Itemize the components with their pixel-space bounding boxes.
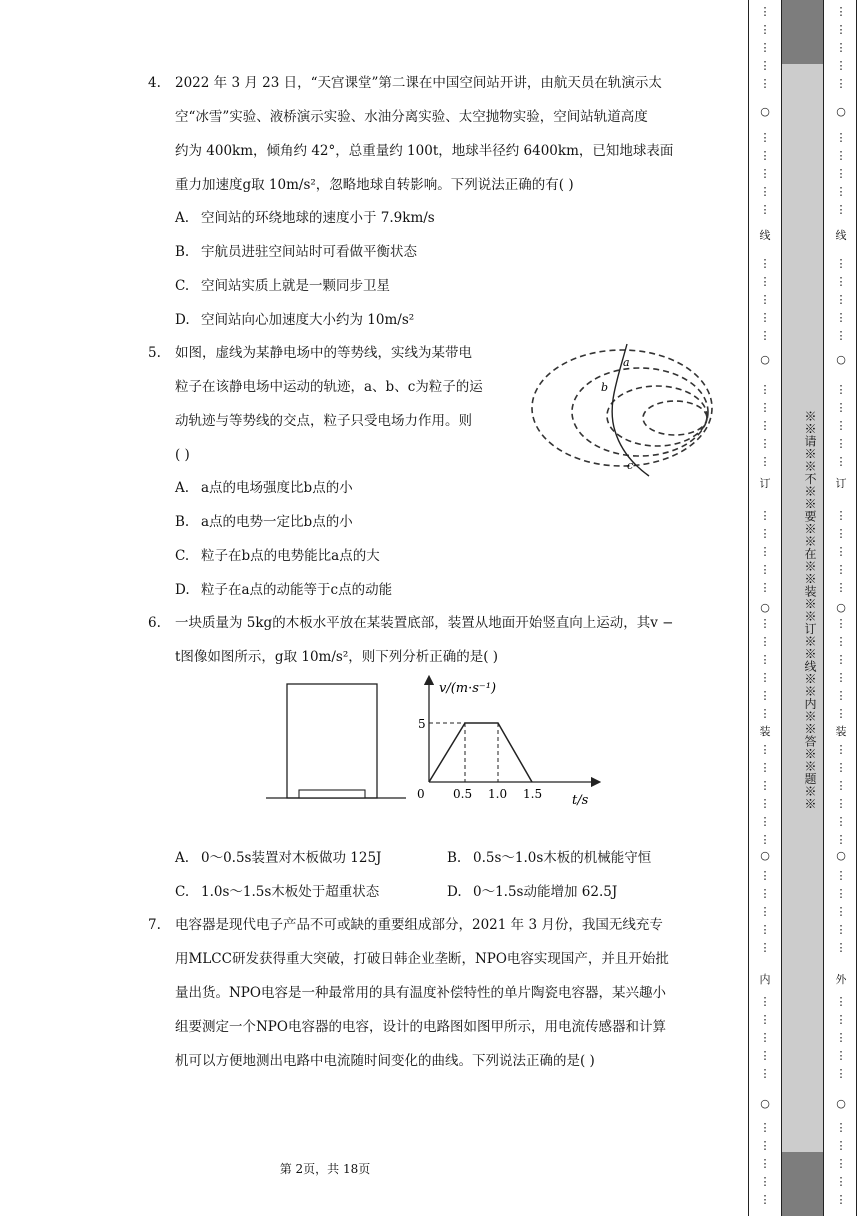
dot-filler: ⋮ xyxy=(759,581,771,594)
option-text: 宇航员进驻空间站时可看做平衡状态 xyxy=(201,244,417,260)
option-label: D. xyxy=(447,884,462,900)
dot-filler: ⋮ xyxy=(835,761,847,774)
dot-filler: ⋮ xyxy=(759,383,771,396)
dot-filler: ⋮ xyxy=(835,779,847,792)
dot-filler: ⋮ xyxy=(835,545,847,558)
option-b[interactable] xyxy=(175,242,417,262)
dot-filler: ⋮ xyxy=(759,1193,771,1206)
vt-graph xyxy=(410,672,610,812)
binding-gray-block-top xyxy=(782,0,823,64)
x-tick-1-0: 1.0 xyxy=(488,787,508,801)
dot-filler: ⋮ xyxy=(835,887,847,900)
dot-filler: ⋮ xyxy=(759,527,771,540)
option-a[interactable] xyxy=(175,478,353,498)
dot-filler: ⋮ xyxy=(835,77,847,90)
option-b[interactable] xyxy=(447,848,651,868)
dot-filler: ⋮ xyxy=(835,455,847,468)
dot-filler: ⋮ xyxy=(835,23,847,36)
dot-filler: ⋮ xyxy=(759,185,771,198)
option-label: A. xyxy=(175,850,190,866)
dot-filler: ⋮ xyxy=(835,1013,847,1026)
dot-filler: ⋮ xyxy=(835,419,847,432)
dot-filler: ⋮ xyxy=(835,923,847,936)
question-7 xyxy=(148,908,718,1078)
question-stem xyxy=(175,908,718,1078)
option-label: C. xyxy=(175,884,190,900)
option-d[interactable] xyxy=(175,580,392,600)
dot-filler: ⋮ xyxy=(759,419,771,432)
dot-filler: ⋮ xyxy=(835,905,847,918)
option-label: B. xyxy=(447,850,462,866)
dot-filler: ⋮ xyxy=(759,635,771,648)
dot-filler: ⋮ xyxy=(759,131,771,144)
dot-filler: ⋮ xyxy=(759,1067,771,1080)
dot-filler: ⋮ xyxy=(759,743,771,756)
option-a[interactable] xyxy=(175,208,435,228)
vt-curve xyxy=(429,723,532,782)
dot-filler: ⋮ xyxy=(835,689,847,702)
y-tick-5: 5 xyxy=(418,717,426,731)
dot-filler: ⋮ xyxy=(835,797,847,810)
dot-filler: ⋮ xyxy=(759,815,771,828)
dot-filler: ⋮ xyxy=(759,869,771,882)
dot-filler: ⋮ xyxy=(835,203,847,216)
option-label: A. xyxy=(175,210,190,226)
question-number: 4. xyxy=(148,75,161,91)
option-d[interactable] xyxy=(175,310,414,330)
dot-filler: ⋮ xyxy=(759,41,771,54)
dot-filler: ⋮ xyxy=(759,779,771,792)
dot-filler: ⋮ xyxy=(835,5,847,18)
question-number: 6. xyxy=(148,615,161,631)
point-b-label: b xyxy=(601,381,609,394)
dot-filler: ⋮ xyxy=(759,401,771,414)
stem-line: 一块质量为 5kg的木板水平放在某装置底部，装置从地面开始竖直向上运动，其v − xyxy=(175,615,674,631)
dot-filler: ⋮ xyxy=(835,653,847,666)
equipotential-line-4 xyxy=(643,401,707,435)
stem-line: 组要测定一个NPO电容器的电容，设计的电路图如图甲所示，用电流传感器和计算 xyxy=(175,1019,666,1035)
dot-filler: ⋮ xyxy=(835,617,847,630)
dot-filler: ⋮ xyxy=(759,833,771,846)
option-label: B. xyxy=(175,514,190,530)
dot-filler: ⋮ xyxy=(759,653,771,666)
dot-filler: ⋮ xyxy=(835,1193,847,1206)
dot-filler: ⋮ xyxy=(759,167,771,180)
question-number: 7. xyxy=(148,917,161,933)
circle-mark: ○ xyxy=(760,1097,770,1110)
stem-line: 约为 400km，倾角约 42°，总重量约 100t，地球半径约 6400km，已知地球表面 xyxy=(175,143,674,159)
stem-line: 动轨迹与等势线的交点，粒子只受电场力作用。则 xyxy=(175,413,472,429)
option-text: 1.0s～1.5s木板处于超重状态 xyxy=(201,884,380,900)
x-tick-0-5: 0.5 xyxy=(453,787,473,801)
dot-filler: ⋮ xyxy=(835,185,847,198)
stem-line: 量出货。NPO电容是一种最常用的具有温度补偿特性的单片陶瓷电容器，某兴趣小 xyxy=(175,985,666,1001)
binding-label-ding: 订 xyxy=(835,477,847,490)
dot-filler: ⋮ xyxy=(759,941,771,954)
dot-filler: ⋮ xyxy=(759,23,771,36)
dot-filler: ⋮ xyxy=(759,797,771,810)
device-box-figure xyxy=(266,680,406,804)
dot-filler: ⋮ xyxy=(759,689,771,702)
dot-filler: ⋮ xyxy=(759,617,771,630)
dot-filler: ⋮ xyxy=(759,293,771,306)
dot-filler: ⋮ xyxy=(835,149,847,162)
x-axis-label: t/s xyxy=(572,793,589,808)
circle-mark: ○ xyxy=(836,1097,846,1110)
dot-filler: ⋮ xyxy=(759,671,771,684)
option-text: 粒子在a点的动能等于c点的动能 xyxy=(201,582,393,598)
dot-filler: ⋮ xyxy=(835,437,847,450)
question-6 xyxy=(148,606,718,674)
stem-line: t图像如图所示，g取 10m/s²，则下列分析正确的是( ) xyxy=(175,649,499,665)
option-c[interactable] xyxy=(175,546,380,566)
dot-filler: ⋮ xyxy=(759,455,771,468)
dot-filler: ⋮ xyxy=(835,509,847,522)
dot-filler: ⋮ xyxy=(835,1121,847,1134)
option-text: a点的电场强度比b点的小 xyxy=(201,480,353,496)
question-5 xyxy=(148,336,528,472)
question-stem xyxy=(175,66,718,202)
circle-mark: ○ xyxy=(760,601,770,614)
option-text: 空间站的环绕地球的速度小于 7.9km/s xyxy=(201,210,435,226)
binding-line-1 xyxy=(748,0,749,1216)
option-b[interactable] xyxy=(175,512,353,532)
dot-filler: ⋮ xyxy=(835,401,847,414)
dot-filler: ⋮ xyxy=(835,707,847,720)
stem-line: ( ) xyxy=(175,447,190,463)
dot-filler: ⋮ xyxy=(835,563,847,576)
dot-filler: ⋮ xyxy=(835,581,847,594)
dot-filler: ⋮ xyxy=(835,869,847,882)
question-4 xyxy=(148,66,718,202)
dot-filler: ⋮ xyxy=(759,203,771,216)
dot-filler: ⋮ xyxy=(835,743,847,756)
dot-filler: ⋮ xyxy=(759,1121,771,1134)
dot-filler: ⋮ xyxy=(759,545,771,558)
binding-label-ding: 订 xyxy=(759,477,771,490)
option-c[interactable] xyxy=(175,276,390,296)
dot-filler: ⋮ xyxy=(835,167,847,180)
dot-filler: ⋮ xyxy=(835,383,847,396)
circle-mark: ○ xyxy=(760,353,770,366)
circle-mark: ○ xyxy=(836,849,846,862)
circle-mark: ○ xyxy=(836,353,846,366)
option-c[interactable] xyxy=(175,882,379,902)
point-c-label: c xyxy=(627,459,634,472)
dot-filler: ⋮ xyxy=(835,527,847,540)
dot-filler: ⋮ xyxy=(759,905,771,918)
stem-line: 用MLCC研发获得重大突破，打破日韩企业垄断，NPO电容实现国产，并且开始批 xyxy=(175,951,669,967)
dot-filler: ⋮ xyxy=(759,509,771,522)
circle-mark: ○ xyxy=(836,105,846,118)
dot-filler: ⋮ xyxy=(759,1157,771,1170)
page-footer: 第 2页，共 18页 xyxy=(279,1162,371,1176)
dot-filler: ⋮ xyxy=(835,635,847,648)
x-tick-1-5: 1.5 xyxy=(523,787,543,801)
binding-label-line: 线 xyxy=(835,229,847,242)
option-text: 0～0.5s装置对木板做功 125J xyxy=(201,850,382,866)
binding-line-3 xyxy=(823,0,824,1216)
dot-filler: ⋮ xyxy=(759,1175,771,1188)
dot-filler: ⋮ xyxy=(835,59,847,72)
option-d[interactable] xyxy=(447,882,617,902)
outer-dot-column xyxy=(834,0,848,1216)
option-label: C. xyxy=(175,278,190,294)
option-text: 0.5s～1.0s木板的机械能守恒 xyxy=(473,850,652,866)
question-number: 5. xyxy=(148,345,161,361)
dot-filler: ⋮ xyxy=(759,275,771,288)
device-box xyxy=(287,684,377,798)
dot-filler: ⋮ xyxy=(759,887,771,900)
dot-filler: ⋮ xyxy=(759,1049,771,1062)
dot-filler: ⋮ xyxy=(759,59,771,72)
option-text: 空间站向心加速度大小约为 10m/s² xyxy=(201,312,415,328)
dot-filler: ⋮ xyxy=(835,995,847,1008)
wooden-board xyxy=(299,790,365,798)
dot-filler: ⋮ xyxy=(759,1013,771,1026)
point-a-label: a xyxy=(623,356,630,369)
dot-filler: ⋮ xyxy=(759,707,771,720)
dot-filler: ⋮ xyxy=(759,329,771,342)
dot-filler: ⋮ xyxy=(835,1049,847,1062)
binding-label-zhuang: 装 xyxy=(835,725,847,738)
dot-filler: ⋮ xyxy=(835,329,847,342)
option-label: D. xyxy=(175,312,190,328)
option-text: a点的电势一定比b点的小 xyxy=(201,514,353,530)
circle-mark: ○ xyxy=(760,105,770,118)
binding-warning-text: ※※请※※不※※要※※在※※装※※订※※线※※内※※答※※题※※ xyxy=(803,410,817,810)
binding-label-line: 线 xyxy=(759,229,771,242)
x-tick-0: 0 xyxy=(417,787,425,801)
dot-filler: ⋮ xyxy=(835,1031,847,1044)
stem-line: 重力加速度g取 10m/s²，忽略地球自转影响。下列说法正确的有( ) xyxy=(175,177,574,193)
dot-filler: ⋮ xyxy=(835,293,847,306)
dot-filler: ⋮ xyxy=(759,995,771,1008)
dot-filler: ⋮ xyxy=(835,311,847,324)
option-label: B. xyxy=(175,244,190,260)
dot-filler: ⋮ xyxy=(759,923,771,936)
option-label: D. xyxy=(175,582,190,598)
circle-mark: ○ xyxy=(836,601,846,614)
dot-filler: ⋮ xyxy=(835,1157,847,1170)
equipotential-figure xyxy=(527,336,717,486)
stem-line: 电容器是现代电子产品不可或缺的重要组成部分，2021 年 3 月份，我国无线充专 xyxy=(175,917,663,933)
dot-filler: ⋮ xyxy=(835,257,847,270)
circle-mark: ○ xyxy=(760,849,770,862)
y-axis-label: v/(m·s⁻¹) xyxy=(439,681,497,696)
binding-label-zhuang: 装 xyxy=(759,725,771,738)
dot-filler: ⋮ xyxy=(759,149,771,162)
dot-filler: ⋮ xyxy=(835,815,847,828)
dot-filler: ⋮ xyxy=(759,1031,771,1044)
dot-filler: ⋮ xyxy=(835,1175,847,1188)
dot-filler: ⋮ xyxy=(835,1139,847,1152)
option-text: 粒子在b点的电势能比a点的大 xyxy=(201,548,380,564)
stem-line: 粒子在该静电场中运动的轨迹，a、b、c为粒子的运 xyxy=(175,379,483,395)
question-stem xyxy=(175,336,528,472)
equipotential-line-3 xyxy=(607,386,707,446)
dot-filler: ⋮ xyxy=(759,5,771,18)
dot-filler: ⋮ xyxy=(835,275,847,288)
dot-filler: ⋮ xyxy=(759,563,771,576)
dot-filler: ⋮ xyxy=(759,257,771,270)
stem-line: 机可以方便地测出电路中电流随时间变化的曲线。下列说法正确的是( ) xyxy=(175,1053,595,1069)
binding-label-nei: 内 xyxy=(759,973,771,986)
stem-line: 空“冰雪”实验、液桥演示实验、水油分离实验、太空抛物实验，空间站轨道高度 xyxy=(175,109,648,125)
dot-filler: ⋮ xyxy=(835,833,847,846)
inner-dot-column xyxy=(758,0,772,1216)
dot-filler: ⋮ xyxy=(835,1067,847,1080)
dot-filler: ⋮ xyxy=(759,761,771,774)
dot-filler: ⋮ xyxy=(759,311,771,324)
binding-gray-block-bottom xyxy=(782,1152,823,1216)
binding-line-4 xyxy=(856,0,857,1216)
option-text: 空间站实质上就是一颗同步卫星 xyxy=(201,278,390,294)
dot-filler: ⋮ xyxy=(759,1139,771,1152)
question-stem xyxy=(175,606,718,674)
equipotential-line-2 xyxy=(572,368,708,456)
binding-label-wai: 外 xyxy=(835,973,847,986)
option-label: C. xyxy=(175,548,190,564)
dot-filler: ⋮ xyxy=(835,41,847,54)
stem-line: 2022 年 3 月 23 日，“天宫课堂”第二课在中国空间站开讲，由航天员在轨演示太 xyxy=(175,75,662,91)
option-label: A. xyxy=(175,480,190,496)
dot-filler: ⋮ xyxy=(835,671,847,684)
option-text: 0～1.5s动能增加 62.5J xyxy=(473,884,618,900)
stem-line: 如图，虚线为某静电场中的等势线，实线为某带电 xyxy=(175,345,472,361)
dot-filler: ⋮ xyxy=(835,131,847,144)
option-a[interactable] xyxy=(175,848,381,868)
dot-filler: ⋮ xyxy=(759,437,771,450)
dot-filler: ⋮ xyxy=(759,77,771,90)
dot-filler: ⋮ xyxy=(835,941,847,954)
